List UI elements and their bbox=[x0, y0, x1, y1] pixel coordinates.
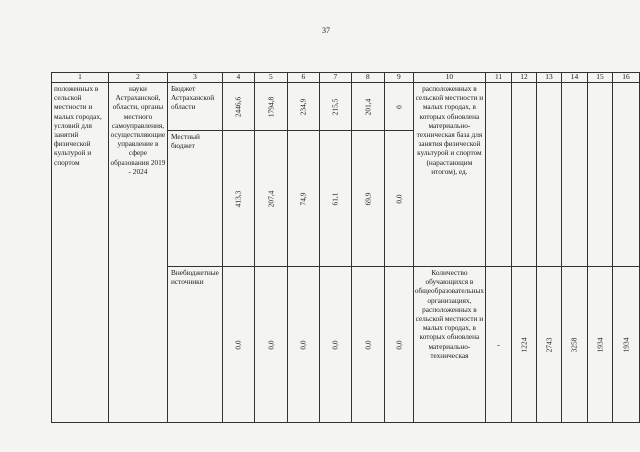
indicator-value: - bbox=[497, 339, 500, 349]
header-cell: 5 bbox=[254, 73, 287, 83]
value-cell: 69,9 bbox=[363, 192, 373, 205]
header-cell: 3 bbox=[167, 73, 222, 83]
header-cell: 10 bbox=[413, 73, 485, 83]
indicator-value-cell bbox=[612, 83, 639, 267]
header-cell: 14 bbox=[561, 73, 587, 83]
value-cell: 0,0 bbox=[363, 339, 373, 350]
header-cell: 13 bbox=[536, 73, 561, 83]
funding-source-cell: Бюджет Астраханской области bbox=[167, 83, 222, 131]
header-cell: 11 bbox=[486, 73, 512, 83]
budget-table bbox=[51, 72, 640, 423]
indicator-cell: Количество обучающихся в общеобразовательных организациях, расположенных в сельской местности и малых городах, в которых обновлена материально-техническая bbox=[413, 267, 485, 423]
value-cell: 215,5 bbox=[330, 98, 340, 115]
header-cell: 1 bbox=[52, 73, 109, 83]
value-cell: 0,0 bbox=[330, 339, 340, 350]
header-cell: 8 bbox=[351, 73, 384, 83]
indicator-value: 3258 bbox=[569, 337, 579, 352]
header-cell: 15 bbox=[587, 73, 612, 83]
header-cell: 9 bbox=[384, 73, 413, 83]
header-row bbox=[52, 73, 640, 83]
value-cell: 2446,6 bbox=[233, 96, 243, 117]
funding-source-cell: Внебюджетные источники bbox=[167, 267, 222, 423]
responsible-cell: науки Астраханской, области, органы местного самоуправления, осуществляющие управление в сфере образования 2019 - 2024 bbox=[108, 83, 167, 423]
indicator-value: 1224 bbox=[519, 337, 529, 352]
indicator-value: 1934 bbox=[595, 337, 605, 352]
funding-source-cell: Местный бюджет bbox=[167, 131, 222, 267]
event-name-cell: положенных в сельской местности и малых городах, условий для занятий физической культурой и спортом bbox=[52, 83, 109, 423]
header-cell: 7 bbox=[319, 73, 351, 83]
value-cell: 234,9 bbox=[298, 98, 308, 115]
value-cell: 74,9 bbox=[298, 192, 308, 205]
indicator-value: 2743 bbox=[544, 337, 554, 352]
indicator-value-cell bbox=[512, 83, 537, 267]
indicator-value-cell bbox=[561, 83, 587, 267]
value-cell: 0,0 bbox=[394, 193, 404, 204]
indicator-value-cell bbox=[486, 83, 512, 267]
indicator-cell: расположенных в сельской местности и малых городах, в которых обновлена материально-техническая база для занятия физической культурой и спортом (нарастающим итогом), ед. bbox=[413, 83, 485, 267]
value-cell: 207,4 bbox=[266, 190, 276, 207]
header-cell: 6 bbox=[287, 73, 319, 83]
header-cell: 4 bbox=[222, 73, 254, 83]
value-cell: 0,0 bbox=[266, 339, 276, 350]
value-cell: 413,3 bbox=[233, 190, 243, 207]
value-cell: 0,0 bbox=[233, 339, 243, 350]
value-cell: 0 bbox=[394, 104, 404, 109]
value-cell: 61,1 bbox=[330, 192, 340, 205]
value-cell: 1794,8 bbox=[266, 96, 276, 117]
table-row bbox=[52, 83, 640, 131]
indicator-value-cell bbox=[587, 83, 612, 267]
value-cell: 0,0 bbox=[394, 339, 404, 350]
header-cell: 12 bbox=[512, 73, 537, 83]
value-cell: 201,4 bbox=[363, 98, 373, 115]
value-cell: 0,0 bbox=[298, 339, 308, 350]
header-cell: 16 bbox=[612, 73, 639, 83]
indicator-value-cell bbox=[536, 83, 561, 267]
header-cell: 2 bbox=[108, 73, 167, 83]
indicator-value: 1934 bbox=[621, 337, 631, 352]
page-number: 37 bbox=[322, 26, 330, 35]
